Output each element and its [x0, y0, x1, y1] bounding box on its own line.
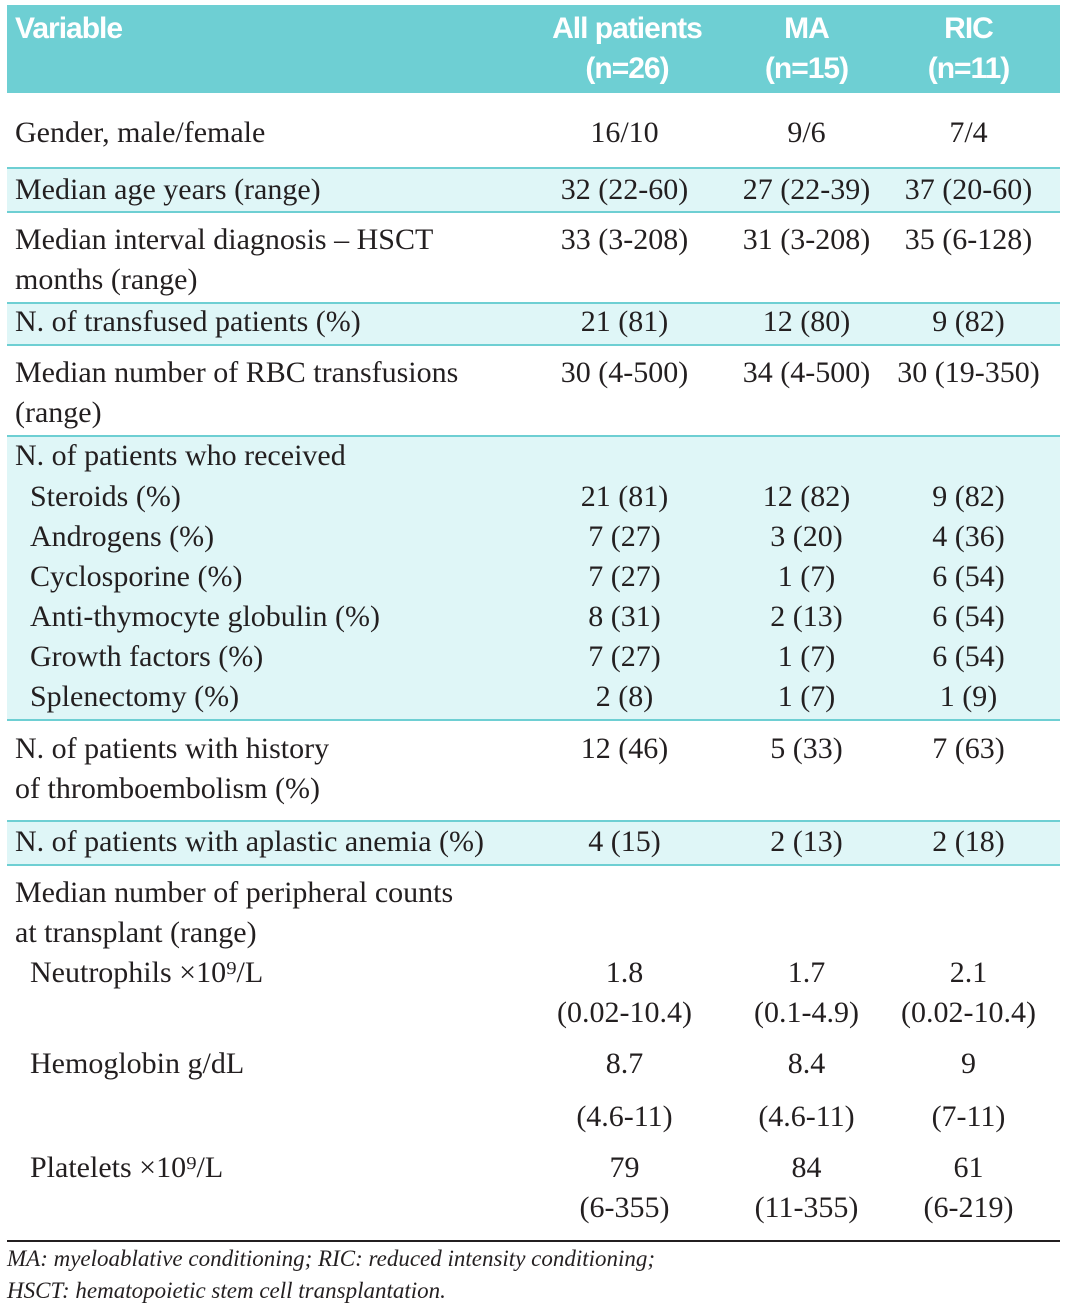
row-label: Median interval diagnosis – HSCT — [15, 223, 434, 256]
subrow-label: Steroids (%) — [30, 480, 181, 513]
cell-ma: 5 (33) — [770, 732, 843, 765]
table-header — [7, 5, 1060, 93]
cell-all: 8.7 — [605, 1047, 644, 1080]
cell-ma-range: (0.1-4.9) — [754, 996, 859, 1029]
table-row — [7, 213, 1060, 304]
cell-ma: 1 (7) — [777, 680, 836, 713]
patient-characteristics-table — [7, 5, 1060, 1242]
row-label: Median age years (range) — [15, 173, 321, 206]
header-all-patients: All patients (n=26) — [552, 12, 702, 85]
cell-ma: 2 (13) — [770, 600, 843, 633]
subrow-label: Neutrophils ×10⁹/L — [30, 956, 264, 989]
cell-ma: 12 (80) — [762, 305, 851, 338]
cell-ma: 9/6 — [787, 116, 826, 149]
table-row — [7, 169, 1060, 213]
subrow-label: Hemoglobin g/dL — [30, 1047, 245, 1080]
cell-all: 30 (4-500) — [560, 356, 689, 389]
cell-all: 33 (3-208) — [560, 223, 689, 256]
cell-all-range: (0.02-10.4) — [557, 996, 692, 1029]
footnote-line: MA: myeloablative conditioning; RIC: reduced intensity conditioning; — [7, 1246, 656, 1271]
cell-ric: 2.1 — [949, 956, 988, 989]
cell-ric: 2 (18) — [932, 825, 1005, 858]
table-row — [7, 866, 1060, 1242]
row-label: Median number of peripheral counts — [15, 876, 454, 909]
cell-ric: 61 — [953, 1151, 984, 1184]
cell-all: 79 — [609, 1151, 640, 1184]
subrow-label: Growth factors (%) — [30, 640, 264, 673]
row-label: N. of transfused patients (%) — [15, 305, 361, 338]
cell-ric: 7 (63) — [932, 732, 1005, 765]
cell-ric-range: (6-219) — [923, 1191, 1014, 1224]
cell-ric: 9 — [961, 1047, 976, 1080]
cell-ric: 4 (36) — [932, 520, 1005, 553]
cell-ric-range: (7-11) — [931, 1100, 1006, 1133]
table-row — [7, 93, 1060, 169]
cell-ric: 37 (20-60) — [904, 173, 1033, 206]
cell-all: 7 (27) — [588, 520, 661, 553]
subrow-label: Cyclosporine (%) — [30, 560, 243, 593]
row-label: N. of patients with history — [15, 732, 330, 765]
cell-ric: 9 (82) — [932, 305, 1005, 338]
header-ma: MA (n=15) — [764, 12, 849, 85]
subrow-label: Androgens (%) — [30, 520, 215, 553]
table-row — [7, 437, 1060, 721]
row-label: Median number of RBC transfusions — [15, 356, 459, 389]
table-row — [7, 304, 1060, 346]
cell-all: 1.8 — [605, 956, 644, 989]
subrow-label: Anti-thymocyte globulin (%) — [30, 600, 380, 633]
cell-all-range: (6-355) — [579, 1191, 670, 1224]
cell-ma: 3 (20) — [770, 520, 843, 553]
cell-ric: 30 (19-350) — [897, 356, 1040, 389]
cell-ma: 1.7 — [787, 956, 826, 989]
cell-ric: 35 (6-128) — [904, 223, 1033, 256]
cell-all: 21 (81) — [580, 305, 669, 338]
subrow-label: Splenectomy (%) — [30, 680, 240, 713]
cell-ma: 12 (82) — [762, 480, 851, 513]
cell-all-range: (4.6-11) — [576, 1100, 673, 1133]
cell-all: 21 (81) — [580, 480, 669, 513]
cell-all: 2 (8) — [595, 680, 654, 713]
row-label-cont: at transplant (range) — [15, 916, 257, 949]
table-row — [7, 721, 1060, 822]
row-label: N. of patients who received — [15, 439, 346, 472]
cell-all: 32 (22-60) — [560, 173, 689, 206]
row-label-cont: (range) — [15, 396, 102, 429]
cell-all: 4 (15) — [588, 825, 661, 858]
cell-all: 7 (27) — [588, 640, 661, 673]
table-footnote — [7, 1243, 655, 1307]
cell-ma-range: (4.6-11) — [758, 1100, 855, 1133]
cell-ma: 2 (13) — [770, 825, 843, 858]
cell-ma: 1 (7) — [777, 640, 836, 673]
cell-ma: 27 (22-39) — [742, 173, 871, 206]
table-row — [7, 346, 1060, 437]
footnote-line: HSCT: hematopoietic stem cell transplantation. — [7, 1278, 446, 1303]
cell-ma: 31 (3-208) — [742, 223, 871, 256]
cell-ma: 1 (7) — [777, 560, 836, 593]
row-label-cont: of thromboembolism (%) — [15, 772, 320, 805]
row-label-cont: months (range) — [15, 263, 198, 296]
cell-all: 7 (27) — [588, 560, 661, 593]
cell-ric: 9 (82) — [932, 480, 1005, 513]
header-variable: Variable — [15, 12, 123, 45]
cell-ma: 34 (4-500) — [742, 356, 871, 389]
row-label: N. of patients with aplastic anemia (%) — [15, 825, 485, 858]
cell-ric: 6 (54) — [932, 560, 1005, 593]
cell-ma: 8.4 — [787, 1047, 826, 1080]
cell-ric-range: (0.02-10.4) — [901, 996, 1036, 1029]
cell-ma-range: (11-355) — [754, 1191, 859, 1224]
cell-all: 12 (46) — [580, 732, 669, 765]
cell-all: 8 (31) — [588, 600, 661, 633]
cell-ric: 1 (9) — [939, 680, 998, 713]
cell-ric: 7/4 — [949, 116, 988, 149]
header-ric: RIC (n=11) — [927, 12, 1010, 85]
cell-ric: 6 (54) — [932, 600, 1005, 633]
cell-all: 16/10 — [590, 116, 659, 149]
row-label: Gender, male/female — [15, 116, 266, 149]
table-row — [7, 822, 1060, 866]
cell-ma: 84 — [791, 1151, 822, 1184]
cell-ric: 6 (54) — [932, 640, 1005, 673]
subrow-label: Platelets ×10⁹/L — [30, 1151, 224, 1184]
